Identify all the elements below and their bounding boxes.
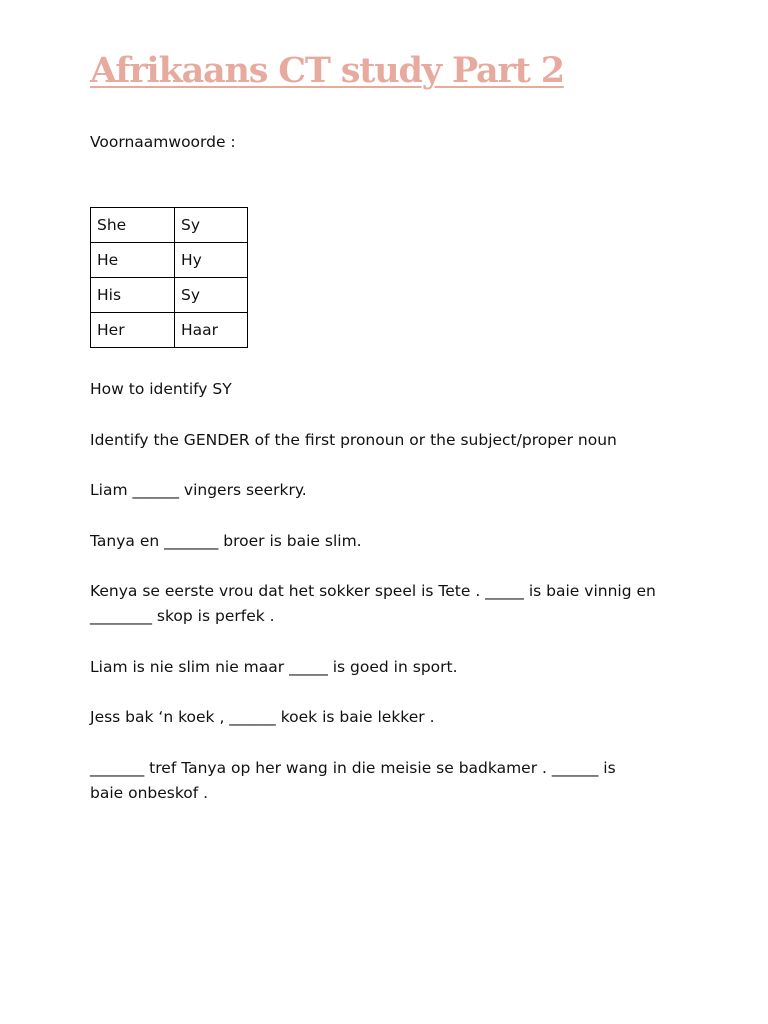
table-row (91, 313, 248, 348)
table-cell-afrikaans: Sy (175, 278, 248, 313)
exercise-line: Jess bak ‘n koek , ______ koek is baie lekker . (90, 708, 435, 726)
how-to-heading: How to identify SY (90, 380, 232, 398)
pronoun-table (90, 207, 248, 348)
section-label: Voornaamwoorde : (90, 133, 236, 151)
table-cell-afrikaans: Haar (175, 313, 248, 348)
exercise-line: Liam ______ vingers seerkry. (90, 481, 307, 499)
exercise-line: Kenya se eerste vrou dat het sokker speel is Tete . _____ is baie vinnig en (90, 582, 656, 600)
table-row (91, 243, 248, 278)
table-cell-english: He (91, 243, 175, 278)
page-title: Afrikaans CT study Part 2 (90, 50, 564, 91)
table-cell-english: His (91, 278, 175, 313)
table-cell-afrikaans: Sy (175, 208, 248, 243)
table-row (91, 208, 248, 243)
table-cell-afrikaans: Hy (175, 243, 248, 278)
exercise-line: Tanya en _______ broer is baie slim. (90, 532, 362, 550)
table-cell-english: She (91, 208, 175, 243)
exercise-line: Liam is nie slim nie maar _____ is goed in sport. (90, 658, 458, 676)
exercise-line: ________ skop is perfek . (90, 607, 275, 625)
table-cell-english: Her (91, 313, 175, 348)
instruction-text: Identify the GENDER of the first pronoun or the subject/proper noun (90, 431, 617, 449)
exercise-line: baie onbeskof . (90, 784, 209, 802)
table-row (91, 278, 248, 313)
exercise-line: _______ tref Tanya op her wang in die meisie se badkamer . ______ is (90, 759, 616, 777)
